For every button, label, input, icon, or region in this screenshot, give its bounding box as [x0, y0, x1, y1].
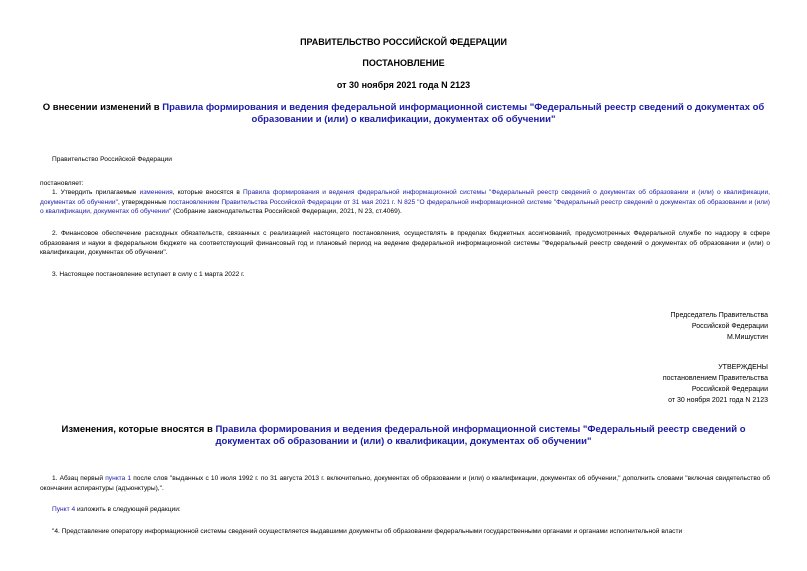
p1-text-3: , утвержденные: [117, 198, 169, 206]
change-2: [40, 505, 770, 515]
document-title: [40, 102, 767, 126]
intro-text: Правительство Российской Федерации: [52, 156, 172, 163]
change-3: "4. Представление оператору информационной системы сведений осуществляется выдавшими документы об образовании федеральными государственными органами и органами исполнительной власти: [52, 528, 683, 535]
date-number-heading: от 30 ноября 2021 года N 2123: [336, 80, 471, 90]
paragraph-2: 2. Финансовое обеспечение расходных обязательств, связанных с реализацией настоящего постановления, осуществлять в пределах бюджетных ассигнований, предусмотренных Федеральной службе по надзору в сфере образования и науки в федеральном бюджете на соответствующий финансовый год и плановый период на ведение федеральной информационной системы "Федеральный реестр сведений о документах об образовании и (или) о квалификации, документах об обучении".: [40, 230, 770, 257]
c1-point-1-link[interactable]: пункта 1: [105, 475, 132, 482]
doc-type-heading: ПОСТАНОВЛЕНИЕ: [362, 58, 445, 68]
c1-text-1: 1. Абзац первый: [52, 475, 106, 482]
approved-line-2: постановлением Правительства: [662, 375, 768, 382]
changes-title: [40, 424, 767, 448]
title-rules-link[interactable]: Правила формирования и ведения федеральной информационной системы "Федеральный реестр сведений о документах об образовании и (или) о квалификации, документах об обучении": [162, 102, 765, 125]
decree-text: постановляет:: [40, 180, 84, 187]
changes-title-rules-link[interactable]: Правила формирования и ведения федеральной информационной системы "Федеральный реестр сведений о документах об образовании и (или) о квалификации, документах об обучении": [215, 424, 746, 447]
c1-text-2: после слов "выданных с 10 июля 1992 г. по 31 августа 2013 г. включительно, документах об образовании и (или) о квалификации, документах об обучении," дополнить словами "включая свидетельство об окончании аспирантуры (адъюнктуры),".: [40, 475, 770, 492]
signature-line-2: Российской Федерации: [691, 323, 768, 330]
p1-text-2: , которые вносятся в: [172, 189, 244, 196]
changes-title-prefix: Изменения, которые вносятся в: [61, 424, 216, 435]
gov-heading: ПРАВИТЕЛЬСТВО РОССИЙСКОЙ ФЕДЕРАЦИИ: [300, 37, 507, 47]
approved-line-1: УТВЕРЖДЕНЫ: [718, 364, 768, 371]
change-1: [40, 474, 770, 493]
signature-block: [671, 310, 768, 343]
signature-line-3: М.Мишустин: [726, 334, 768, 341]
p1-text-1: 1. Утвердить прилагаемые: [52, 189, 140, 196]
approved-line-4: от 30 ноября 2021 года N 2123: [668, 397, 768, 404]
signature-line-1: Председатель Правительства: [670, 312, 768, 319]
title-prefix: О внесении изменений в: [42, 102, 163, 113]
approved-block: [663, 362, 768, 406]
p1-rules-link[interactable]: Правила формирования и ведения федеральной информационной системы "Федеральный реестр сведений о документах об образовании и (или) о квалификации, документах об обучении": [40, 189, 770, 206]
c2-text-1: изложить в следующей редакции:: [75, 506, 181, 513]
p1-decree-825-link[interactable]: постановлением Правительства Российской Федерации от 31 мая 2021 г. N 825 "О федеральной информационной системе "Федеральный реестр сведений о документах об образовании и (или) о квалификации, документах об обучении": [40, 198, 770, 216]
c2-point-4-link[interactable]: Пункт 4: [52, 506, 76, 513]
p1-text-4: (Собрание законодательства Российской Федерации, 2021, N 23, ст.4069).: [171, 208, 402, 216]
p1-changes-link[interactable]: изменения: [139, 189, 173, 196]
paragraph-3: 3. Настоящее постановление вступает в силу с 1 марта 2022 г.: [52, 271, 245, 278]
paragraph-1: [40, 188, 770, 217]
approved-line-3: Российской Федерации: [691, 386, 768, 393]
